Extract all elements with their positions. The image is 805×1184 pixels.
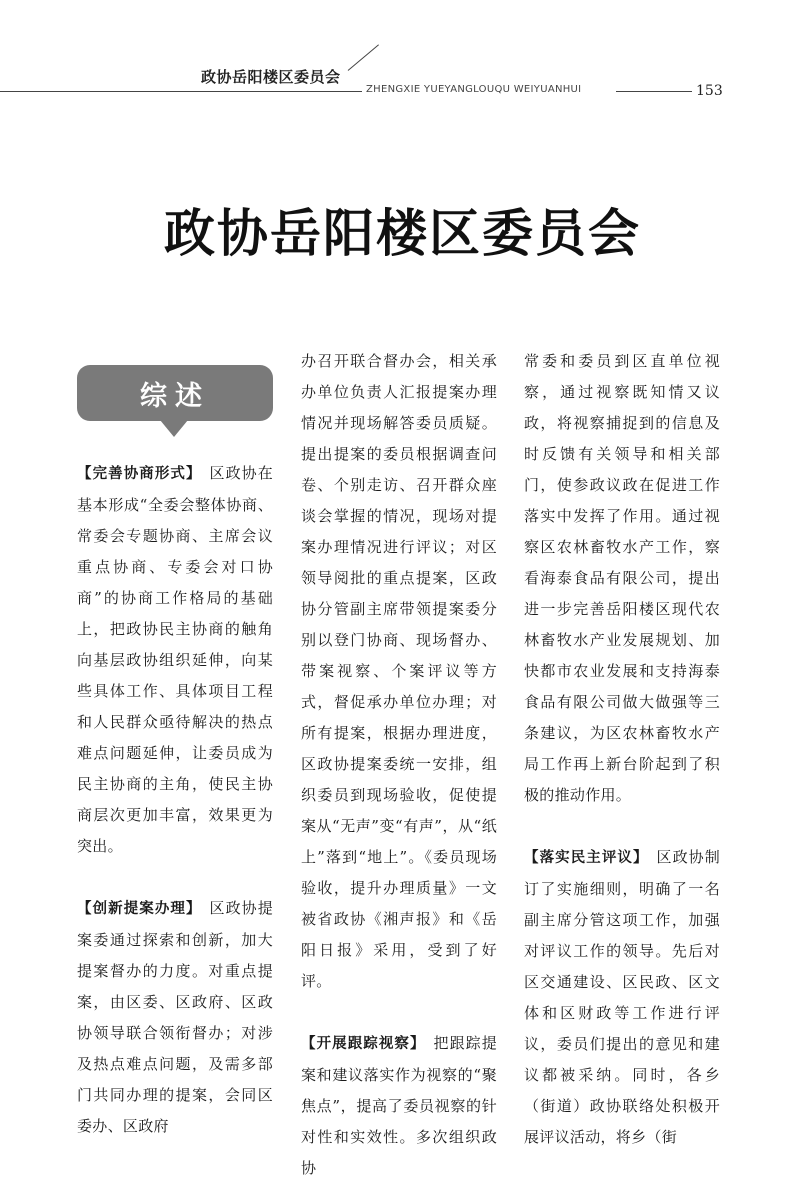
- text-column-3: [524, 346, 720, 1153]
- paragraph-follow-up-inspection-continued: [524, 346, 720, 811]
- header-slash-divider: [348, 44, 379, 70]
- header-rule-right: [616, 91, 692, 92]
- paragraph-heading: 【开展跟踪视察】: [301, 1036, 426, 1052]
- paragraph-body: 区政协在基本形成“全委会整体协商、常委会专题协商、主席会议重点协商、专委会对口协商”的协商工作格局的基础上，把政协民主协商的触角向基层政协组织延伸，向某些具体工作、具体项目工程和人民群众亟待解决的热点难点问题延伸，让委员成为民主协商的主角，使民主协商层次更加丰富，效果更为突出。: [77, 464, 274, 855]
- text-column-1: [77, 458, 273, 1142]
- paragraph-proposal-handling-continued: [301, 346, 497, 997]
- running-header-title: 政协岳阳楼区委员会: [201, 68, 341, 86]
- header-rule-left: [0, 91, 362, 92]
- paragraph-consultation-forms: [77, 458, 273, 862]
- paragraph-follow-up-inspection: [301, 1028, 497, 1184]
- section-badge: [77, 365, 273, 421]
- running-header-subtitle: ZHENGXIE YUEYANGLOUQU WEIYUANHUI: [366, 84, 582, 95]
- paragraph-proposal-handling: [77, 893, 273, 1142]
- paragraph-body: 区政协提案委通过探索和创新，加大提案督办的力度。对重点提案，由区委、区政府、区政协领导联合领衔督办；对涉及热点难点问题，及需多部门共同办理的提案，会同区委办、区政府: [77, 899, 274, 1135]
- paragraph-body: 把跟踪提案和建议落实作为视察的“聚焦点”，提高了委员视察的针对性和实效性。多次组织政协: [301, 1034, 498, 1177]
- section-badge-pointer: [160, 420, 188, 437]
- page-number: 153: [696, 83, 723, 99]
- text-column-2: [301, 346, 497, 1184]
- paragraph-heading: 【完善协商形式】: [77, 466, 202, 482]
- paragraph-heading: 【落实民主评议】: [524, 850, 649, 866]
- paragraph-democratic-review: [524, 842, 720, 1153]
- section-badge-label: 综述: [140, 380, 210, 412]
- paragraph-body: 办召开联合督办会，相关承办单位负责人汇报提案办理情况并现场解答委员质疑。提出提案的委员根据调查问卷、个别走访、召开群众座谈会掌握的情况，现场对提案办理情况进行评议；对区领导阅批的重点提案，区政协分管副主席带领提案委分别以登门协商、现场督办、带案视察、个案评议等方式，督促承办单位办理；对所有提案，根据办理进度，区政协提案委统一安排，组织委员到现场验收，促使提案从“无声”变“有声”，从“纸上”落到“地上”。《委员现场验收，提升办理质量》一文被省政协《湘声报》和《岳阳日报》采用，受到了好评。: [301, 352, 497, 990]
- paragraph-heading: 【创新提案办理】: [77, 901, 202, 917]
- page-title: 政协岳阳楼区委员会: [163, 204, 641, 264]
- paragraph-body: 区政协制订了实施细则，明确了一名副主席分管这项工作，加强对评议工作的领导。先后对区交通建设、区民政、区文体和区财政等工作进行评议，委员们提出的意见和建议都被采纳。同时，各乡（街道）政协联络处积极开展评议活动，将乡（街: [524, 848, 721, 1146]
- paragraph-body: 常委和委员到区直单位视察，通过视察既知情又议政，将视察捕捉到的信息及时反馈有关领导和相关部门，使参政议政在促进工作落实中发挥了作用。通过视察区农林畜牧水产工作，察看海泰食品有限公司，提出进一步完善岳阳楼区现代农林畜牧水产业发展规划、加快都市农业发展和支持海泰食品有限公司做大做强等三条建议，为区农林畜牧水产局工作再上新台阶起到了积极的推动作用。: [524, 352, 720, 804]
